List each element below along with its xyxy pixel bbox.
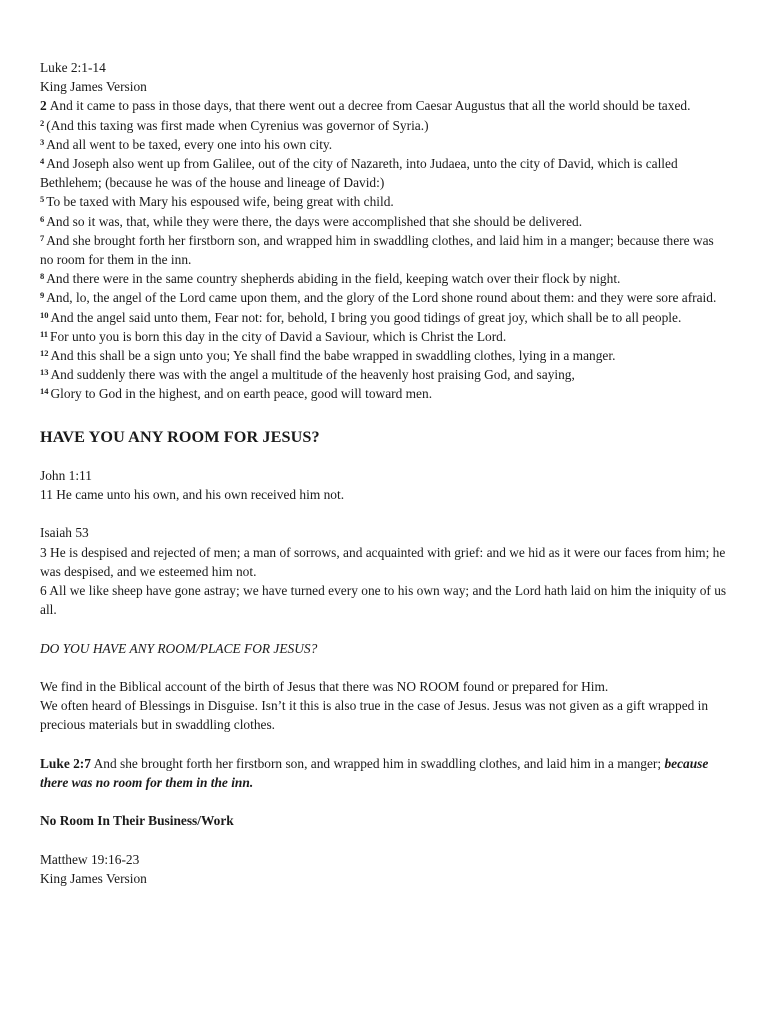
verse-number: 4	[40, 156, 45, 167]
luke-2-7-reference: Luke 2:7	[40, 755, 91, 771]
verse-number: 8	[40, 271, 45, 282]
bible-version: King James Version	[40, 79, 147, 95]
verse-number: 6	[40, 213, 45, 224]
paragraph-line-1: We find in the Biblical account of the birth of Jesus that there was NO ROOM found or prepared for Him.	[40, 679, 609, 695]
luke-2-7-text: And she brought forth her firstborn son, and wrapped him in swaddling clothes, and laid him in a manger;	[90, 755, 665, 771]
verse-number: 3	[40, 136, 45, 147]
luke-2-7-quote	[40, 754, 730, 792]
verse-text: And this shall be a sign unto you; Ye shall find the babe wrapped in swaddling clothes, lying in a manger.	[50, 348, 616, 364]
verse-number: 11	[40, 328, 49, 339]
verse-text: And so it was, that, while they were there, the days were accomplished that she should be delivered.	[46, 213, 583, 229]
verse-line	[40, 96, 730, 115]
john-verse: 11 He came unto his own, and his own received him not.	[40, 487, 345, 503]
paragraph-line-2: We often heard of Blessings in Disguise. Isn’t it this is also true in the case of Jesus. Jesus was not given as a gift wrapped in precious materials but in swaddling clothes.	[40, 698, 709, 733]
subheading: No Room In Their Business/Work	[40, 813, 234, 829]
verse-text: For unto you is born this day in the city of David a Saviour, which is Christ the Lord.	[50, 328, 507, 344]
verse-text: And there were in the same country shepherds abiding in the field, keeping watch over their flock by night.	[46, 271, 621, 287]
isaiah-verse-6: 6 All we like sheep have gone astray; we have turned every one to his own way; and the Lord hath laid on him the iniquity of us all.	[40, 583, 727, 618]
verse-text: And the angel said unto them, Fear not: for, behold, I bring you good tidings of great joy, which shall be to all people.	[50, 309, 682, 325]
verse-text: And all went to be taxed, every one into his own city.	[46, 136, 333, 152]
verse-list	[40, 96, 730, 403]
verse-line	[40, 212, 730, 231]
verse-number: 12	[40, 348, 49, 359]
verse-line	[40, 384, 730, 403]
question-heading: DO YOU HAVE ANY ROOM/PLACE FOR JESUS?	[40, 640, 318, 656]
section-heading: HAVE YOU ANY ROOM FOR JESUS?	[40, 427, 320, 446]
verse-line	[40, 231, 730, 269]
verse-text: (And this taxing was first made when Cyrenius was governor of Syria.)	[46, 117, 429, 133]
verse-line	[40, 135, 730, 154]
verse-text: And Joseph also went up from Galilee, out of the city of Nazareth, into Judaea, unto the city of David, which is called Bethlehem; (because he was of the house and lineage of David:)	[40, 156, 678, 191]
verse-line	[40, 288, 730, 307]
verse-line	[40, 365, 730, 384]
verse-line	[40, 346, 730, 365]
verse-number: 14	[40, 386, 49, 397]
verse-text: And suddenly there was with the angel a multitude of the heavenly host praising God, and saying,	[50, 367, 575, 383]
verse-line	[40, 269, 730, 288]
verse-line	[40, 308, 730, 327]
passage-reference: Luke 2:1-14	[40, 60, 106, 75]
matthew-reference: Matthew 19:16-23	[40, 851, 140, 867]
verse-number: 5	[40, 194, 45, 205]
verse-text: And, lo, the angel of the Lord came upon them, and the glory of the Lord shone round about them: and they were sore afraid.	[46, 290, 717, 306]
verse-line	[40, 192, 730, 211]
verse-text: And it came to pass in those days, that there went out a decree from Caesar Augustus that all the world should be taxed.	[49, 98, 691, 114]
isaiah-verse-3: 3 He is despised and rejected of men; a man of sorrows, and acquainted with grief: and we hid as it were our faces from him; he was despised, and we esteemed him not.	[40, 544, 726, 579]
verse-text: And she brought forth her firstborn son, and wrapped him in swaddling clothes, and laid him in a manger; because there was no room for them in the inn.	[40, 232, 714, 268]
verse-text: Glory to God in the highest, and on earth peace, good will toward men.	[50, 386, 433, 402]
verse-number: 2	[40, 98, 47, 114]
verse-line	[40, 116, 730, 135]
matthew-version: King James Version	[40, 871, 147, 887]
isaiah-reference: Isaiah 53	[40, 525, 89, 541]
verse-line	[40, 327, 730, 346]
verse-line	[40, 154, 730, 192]
verse-text: To be taxed with Mary his espoused wife, being great with child.	[46, 194, 394, 210]
verse-number: 2	[40, 117, 45, 128]
john-reference: John 1:11	[40, 467, 92, 483]
verse-number: 9	[40, 290, 45, 301]
verse-number: 13	[40, 367, 49, 378]
verse-number: 7	[40, 232, 45, 243]
verse-number: 10	[40, 309, 49, 320]
luke-2-7-emphasis: because there was no room for them in the inn.	[40, 755, 709, 791]
